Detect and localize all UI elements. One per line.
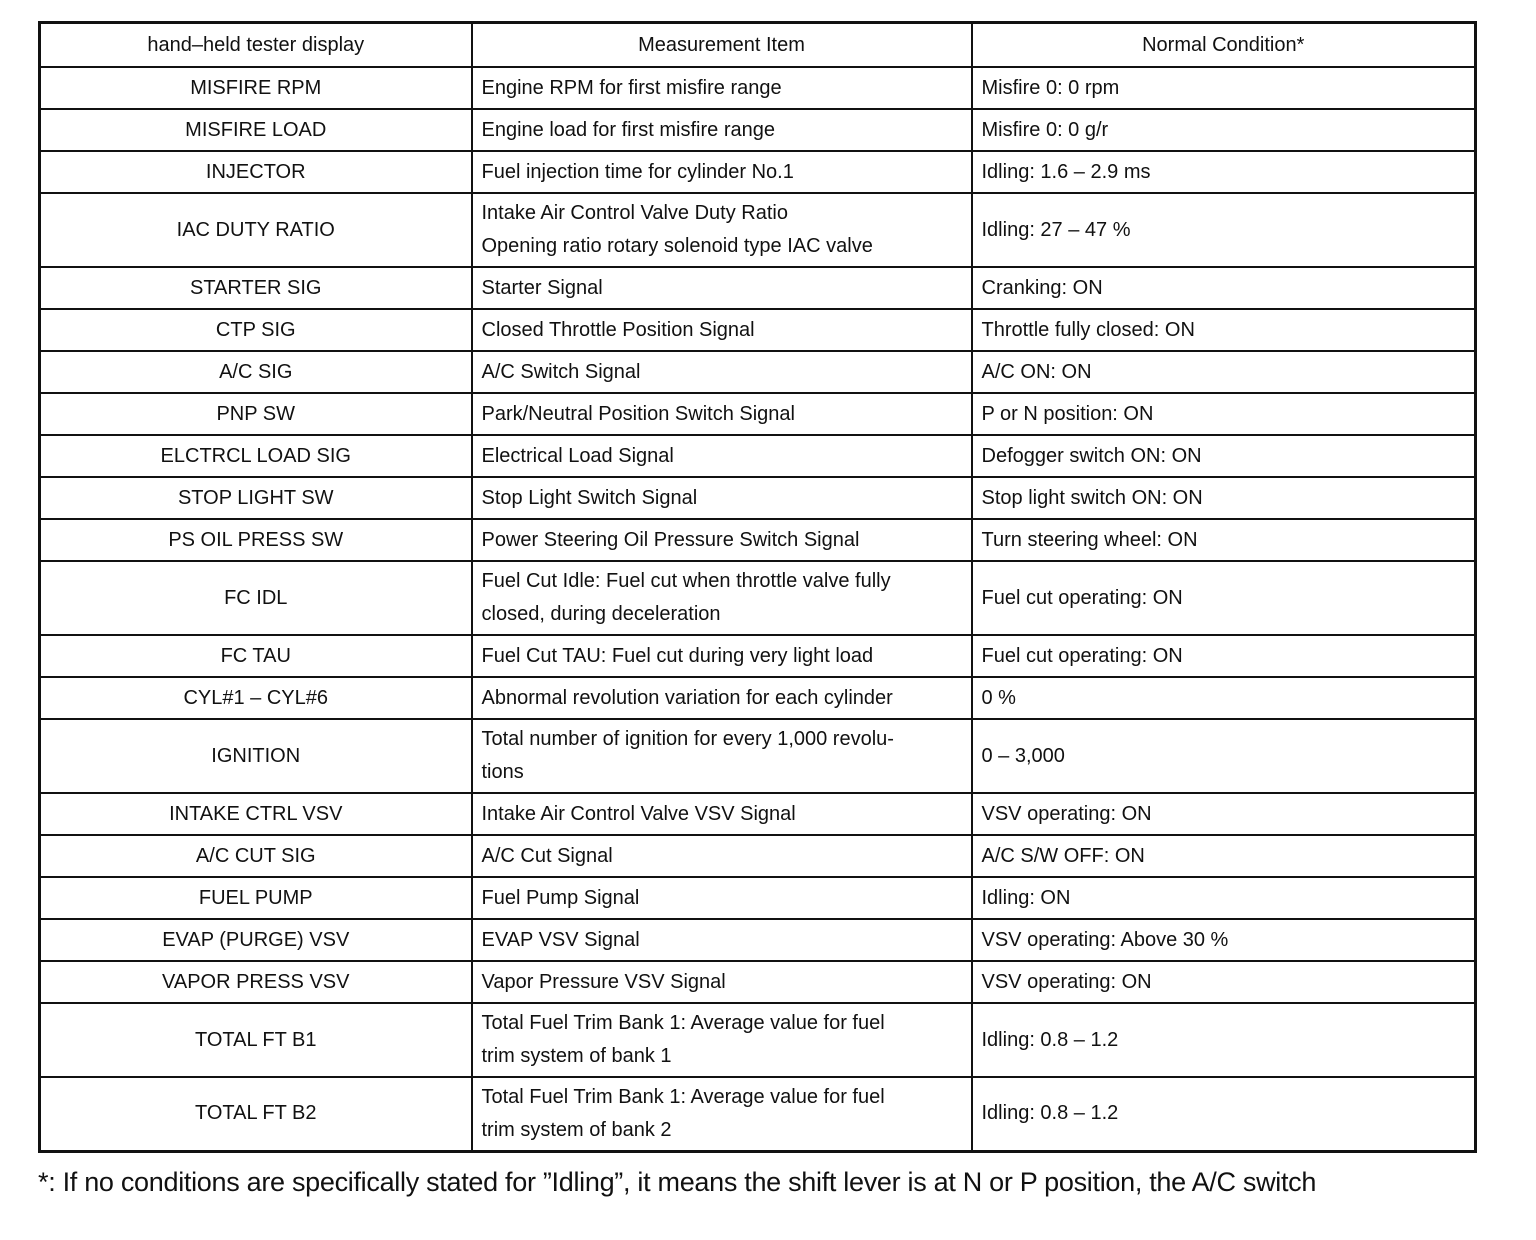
tester-display-cell: VAPOR PRESS VSV — [40, 961, 472, 1003]
measurement-item-line: Intake Air Control Valve VSV Signal — [481, 802, 796, 825]
table-row — [40, 109, 1476, 151]
normal-condition-cell: Idling: ON — [972, 877, 1476, 919]
tester-display-cell: STOP LIGHT SW — [40, 477, 472, 519]
measurement-item-cell — [472, 309, 972, 351]
table-row — [40, 393, 1476, 435]
tester-display-cell: INTAKE CTRL VSV — [40, 793, 472, 835]
table-row — [40, 677, 1476, 719]
tester-display-cell: ELCTRCL LOAD SIG — [40, 435, 472, 477]
measurement-item-line: Total number of ignition for every 1,000 revolu- — [481, 728, 894, 750]
normal-condition-cell: 0 – 3,000 — [972, 719, 1476, 793]
measurement-item-cell — [472, 477, 972, 519]
measurement-item-line: Stop Light Switch Signal — [481, 486, 698, 509]
measurement-item-cell — [472, 435, 972, 477]
table-row — [40, 267, 1476, 309]
header-normal-condition: Normal Condition* — [972, 23, 1476, 68]
tester-display-cell: EVAP (PURGE) VSV — [40, 919, 472, 961]
measurement-item-line: Vapor Pressure VSV Signal — [481, 970, 726, 993]
measurement-item-line: Starter Signal — [481, 276, 603, 299]
normal-condition-cell: VSV operating: ON — [972, 961, 1476, 1003]
table-row — [40, 435, 1476, 477]
measurement-item-cell — [472, 835, 972, 877]
measurement-item-line: Opening ratio rotary solenoid type IAC valve — [481, 235, 873, 257]
measurement-item-line: tions — [481, 761, 524, 783]
tester-display-cell: TOTAL FT B1 — [40, 1003, 472, 1077]
tester-display-cell: FC TAU — [40, 635, 472, 677]
normal-condition-cell: Misfire 0: 0 g/r — [972, 109, 1476, 151]
measurement-item-line: Total Fuel Trim Bank 1: Average value for fuel — [481, 1085, 885, 1108]
normal-condition-cell: A/C S/W OFF: ON — [972, 835, 1476, 877]
spec-sheet — [38, 21, 1474, 1153]
normal-condition-cell: Fuel cut operating: ON — [972, 561, 1476, 635]
measurement-item-cell — [472, 561, 972, 635]
measurement-item-cell — [472, 151, 972, 193]
table-row — [40, 351, 1476, 393]
table-row — [40, 477, 1476, 519]
tester-display-cell: STARTER SIG — [40, 267, 472, 309]
measurement-item-line: Abnormal revolution variation for each cylinder — [481, 686, 893, 709]
tester-display-cell: PS OIL PRESS SW — [40, 519, 472, 561]
measurement-item-cell — [472, 267, 972, 309]
measurement-item-cell — [472, 1003, 972, 1077]
tester-display-cell: A/C SIG — [40, 351, 472, 393]
tester-display-cell: MISFIRE LOAD — [40, 109, 472, 151]
tester-data-table — [38, 21, 1477, 1153]
measurement-item-cell — [472, 193, 972, 267]
measurement-item-line: Closed Throttle Position Signal — [481, 318, 755, 341]
measurement-item-line: Fuel injection time for cylinder No.1 — [481, 160, 794, 183]
measurement-item-line: Power Steering Oil Pressure Switch Signal — [481, 528, 860, 551]
measurement-item-cell — [472, 351, 972, 393]
table-row — [40, 635, 1476, 677]
measurement-item-cell — [472, 793, 972, 835]
table-header-row — [40, 23, 1476, 68]
normal-condition-cell: Turn steering wheel: ON — [972, 519, 1476, 561]
measurement-item-line: Electrical Load Signal — [481, 444, 674, 467]
tester-display-cell: MISFIRE RPM — [40, 67, 472, 109]
tester-display-cell: IGNITION — [40, 719, 472, 793]
measurement-item-line: Total Fuel Trim Bank 1: Average value for fuel — [481, 1012, 885, 1034]
measurement-item-cell — [472, 635, 972, 677]
measurement-item-cell — [472, 877, 972, 919]
measurement-item-cell — [472, 109, 972, 151]
tester-display-cell: PNP SW — [40, 393, 472, 435]
measurement-item-line: Park/Neutral Position Switch Signal — [481, 402, 795, 425]
tester-display-cell: INJECTOR — [40, 151, 472, 193]
measurement-item-line: EVAP VSV Signal — [481, 928, 640, 951]
normal-condition-cell: P or N position: ON — [972, 393, 1476, 435]
normal-condition-cell: Throttle fully closed: ON — [972, 309, 1476, 351]
footnote: *: If no conditions are specifically stated for ”Idling”, it means the shift lever is at N or P position, the A/C switch — [38, 1167, 1317, 1197]
measurement-item-line: Engine load for first misfire range — [481, 118, 775, 141]
table-row — [40, 67, 1476, 109]
measurement-item-cell — [472, 919, 972, 961]
table-row — [40, 309, 1476, 351]
table-row — [40, 793, 1476, 835]
normal-condition-cell: Idling: 1.6 – 2.9 ms — [972, 151, 1476, 193]
measurement-item-line: A/C Cut Signal — [481, 844, 613, 867]
tester-display-cell: FUEL PUMP — [40, 877, 472, 919]
normal-condition-cell: 0 % — [972, 677, 1476, 719]
measurement-item-line: Intake Air Control Valve Duty Ratio — [481, 202, 788, 224]
measurement-item-cell — [472, 519, 972, 561]
measurement-item-cell — [472, 393, 972, 435]
measurement-item-line: Fuel Cut Idle: Fuel cut when throttle valve fully — [481, 570, 891, 592]
measurement-item-line: Engine RPM for first misfire range — [481, 76, 782, 99]
normal-condition-cell: Fuel cut operating: ON — [972, 635, 1476, 677]
measurement-item-cell — [472, 677, 972, 719]
header-tester-display: hand–held tester display — [40, 23, 472, 68]
table-row — [40, 719, 1476, 793]
normal-condition-cell: Idling: 27 – 47 % — [972, 193, 1476, 267]
tester-display-cell: TOTAL FT B2 — [40, 1077, 472, 1151]
table-row — [40, 561, 1476, 635]
measurement-item-line: A/C Switch Signal — [481, 360, 641, 383]
normal-condition-cell: VSV operating: ON — [972, 793, 1476, 835]
normal-condition-cell: A/C ON: ON — [972, 351, 1476, 393]
table-row — [40, 919, 1476, 961]
tester-display-cell: CYL#1 – CYL#6 — [40, 677, 472, 719]
measurement-item-cell — [472, 719, 972, 793]
table-row — [40, 193, 1476, 267]
normal-condition-cell: Idling: 0.8 – 1.2 — [972, 1077, 1476, 1151]
table-row — [40, 1077, 1476, 1151]
measurement-item-line: trim system of bank 1 — [481, 1045, 672, 1067]
table-row — [40, 151, 1476, 193]
normal-condition-cell: Idling: 0.8 – 1.2 — [972, 1003, 1476, 1077]
normal-condition-cell: Cranking: ON — [972, 267, 1476, 309]
measurement-item-line: Fuel Cut TAU: Fuel cut during very light load — [481, 644, 874, 667]
normal-condition-cell: Defogger switch ON: ON — [972, 435, 1476, 477]
normal-condition-cell: VSV operating: Above 30 % — [972, 919, 1476, 961]
table-row — [40, 835, 1476, 877]
table-row — [40, 877, 1476, 919]
measurement-item-line: trim system of bank 2 — [481, 1118, 672, 1141]
measurement-item-cell — [472, 67, 972, 109]
table-row — [40, 1003, 1476, 1077]
normal-condition-cell: Misfire 0: 0 rpm — [972, 67, 1476, 109]
tester-display-cell: CTP SIG — [40, 309, 472, 351]
normal-condition-cell: Stop light switch ON: ON — [972, 477, 1476, 519]
tester-display-cell: A/C CUT SIG — [40, 835, 472, 877]
tester-display-cell: IAC DUTY RATIO — [40, 193, 472, 267]
table-row — [40, 519, 1476, 561]
measurement-item-line: closed, during deceleration — [481, 603, 721, 625]
measurement-item-cell — [472, 961, 972, 1003]
header-measurement-item: Measurement Item — [472, 23, 972, 68]
tester-display-cell: FC IDL — [40, 561, 472, 635]
measurement-item-cell — [472, 1077, 972, 1151]
measurement-item-line: Fuel Pump Signal — [481, 886, 640, 909]
table-row — [40, 961, 1476, 1003]
